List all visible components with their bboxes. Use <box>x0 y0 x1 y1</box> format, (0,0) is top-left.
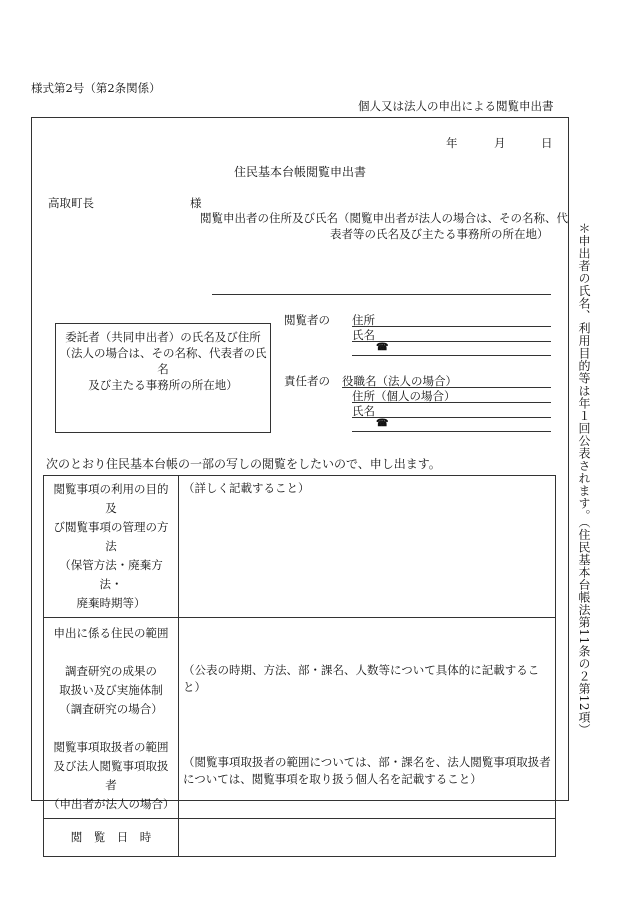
applicant-label-line2: 表者等の氏名及び主たる事務所の所在地） <box>330 227 549 241</box>
viewer-phone-line <box>352 355 551 356</box>
scope-label-line: 申出に係る住民の範囲 <box>53 626 169 640</box>
viewing-datetime-label-text: 閲 覧 日 時 <box>70 830 152 844</box>
purpose-label-line: （保管方法・廃棄方法・ <box>59 558 163 591</box>
handler-label-line: （申出者が法人の場合） <box>48 797 175 811</box>
form-subtitle: 個人又は法人の申出による閲覧申出書 <box>358 99 554 113</box>
handler-hint-line: （閲覧事項取扱者の範囲については、部・課名を、法人閲覧事項取扱者 <box>183 755 551 769</box>
consignor-line1: 委託者（共同申出者）の氏名及び住所 <box>65 330 261 344</box>
scope-field[interactable] <box>179 618 556 819</box>
viewing-datetime-label <box>44 819 179 857</box>
responsible-name-label: 氏名 <box>352 404 375 418</box>
consignor-line3: 及び主たる事務所の所在地） <box>88 378 238 392</box>
research-label-line: 調査研究の成果の <box>65 664 157 678</box>
request-table <box>43 475 556 857</box>
purpose-label-line: び閲覧事項の管理の方法 <box>53 520 169 553</box>
page-title: 住民基本台帳閲覧申出書 <box>234 165 367 179</box>
addressee-town: 高取町長 <box>48 196 94 210</box>
handler-label-line: 閲覧事項取扱者の範囲 <box>53 740 169 754</box>
purpose-label-line: 廃棄時期等） <box>76 596 146 610</box>
viewer-phone-icon: ☎ <box>376 342 389 353</box>
scope-label <box>44 618 179 819</box>
side-note: ＊申出者の氏名、利用目的等は年１回公表されます。（住民基本台帳法第11条の２第12項） <box>577 222 591 737</box>
responsible-phone-icon: ☎ <box>376 418 389 429</box>
responsible-label: 責任者の <box>284 374 330 388</box>
viewer-address-line <box>352 326 551 327</box>
date-year: 年 <box>446 136 458 150</box>
responsible-phone-line <box>352 431 551 432</box>
form-number: 様式第2号（第2条関係） <box>31 81 161 95</box>
purpose-label <box>44 476 179 618</box>
purpose-hint: （詳しく記載すること） <box>183 481 310 495</box>
handler-hint-line: については、閲覧事項を取り扱う個人名を記載すること） <box>183 772 482 786</box>
viewer-address-label: 住所 <box>352 313 375 327</box>
date-month: 月 <box>494 136 506 150</box>
applicant-label-line1: 閲覧申出者の住所及び氏名（閲覧申出者が法人の場合は、その名称、代 <box>200 211 568 225</box>
request-sentence: 次のとおり住民基本台帳の一部の写しの閲覧をしたいので、申し出ます。 <box>46 457 441 471</box>
consignor-box <box>55 323 271 433</box>
viewer-label: 閲覧者の <box>284 313 330 327</box>
addressee-sama: 様 <box>190 196 202 210</box>
purpose-label-line: 閲覧事項の利用の目的及 <box>53 482 169 515</box>
responsible-position-label: 役職名（法人の場合） <box>342 374 457 388</box>
research-label-line: （調査研究の場合） <box>59 702 163 716</box>
research-hint: （公表の時期、方法、部・課名、人数等について具体的に記載すること） <box>183 663 540 694</box>
responsible-address-label: 住所（個人の場合） <box>352 389 456 403</box>
date-day: 日 <box>541 136 553 150</box>
applicant-write-line <box>212 294 551 295</box>
purpose-field[interactable] <box>179 476 556 618</box>
handler-label-line: 及び法人閲覧事項取扱者 <box>53 759 169 792</box>
research-label-line: 取扱い及び実施体制 <box>59 683 163 697</box>
consignor-line2: （法人の場合は、その名称、代表者の氏名 <box>59 346 267 376</box>
viewer-name-label: 氏名 <box>352 328 375 342</box>
viewing-datetime-field[interactable] <box>179 819 556 857</box>
responsible-address-line <box>352 402 551 403</box>
